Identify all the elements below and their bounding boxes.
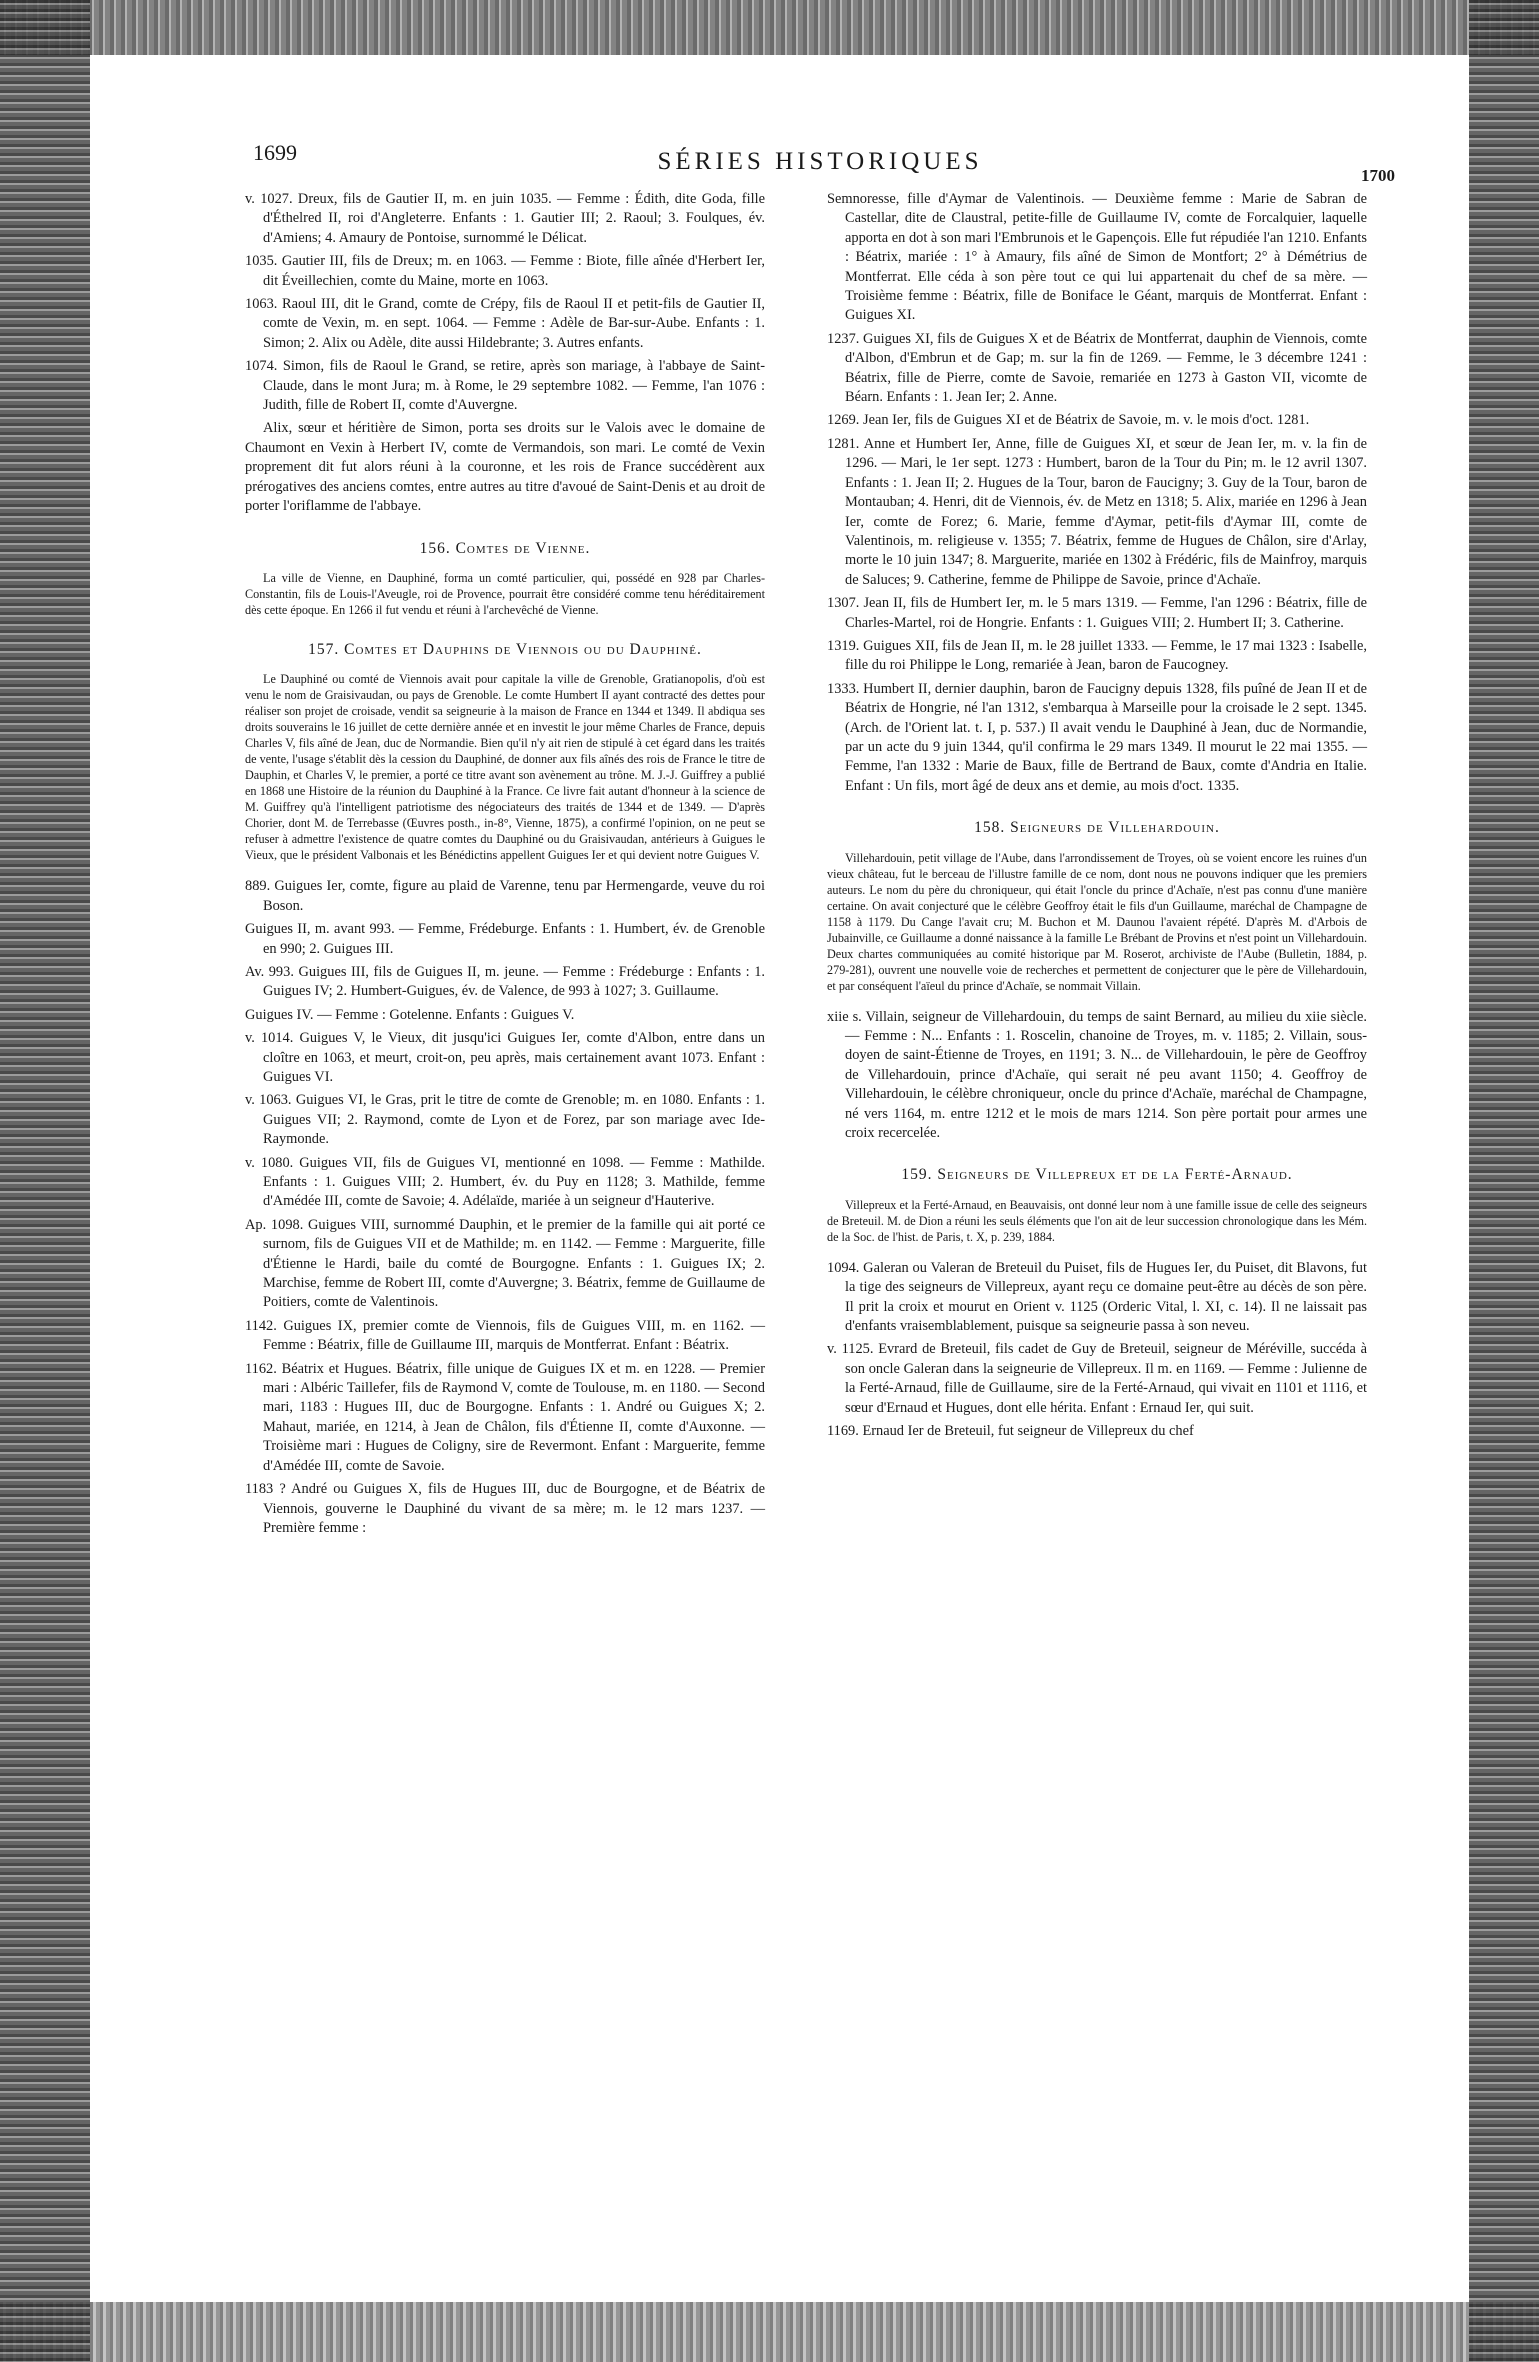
entry: v. 1027. Dreux, fils de Gautier II, m. en juin 1035. — Femme : Édith, dite Goda, fille d'Éthelred II, roi d'Angleterre. Enfants : 1. Gautier III; 2. Raoul; 3. Foulques, év. d'Amiens; 4. Amaury de Pontoise, surnommé le Délicat.	[245, 191, 765, 246]
entry: v. 1014. Guigues V, le Vieux, dit jusqu'ici Guigues Ier, comte d'Albon, entre dans un cloître en 1063, et meurt, croit-on, peu après, mais certainement avant 1073. Enfant : Guigues VI.	[245, 1030, 765, 1085]
alix-note: Alix, sœur et héritière de Simon, porta ses droits sur le Valois avec le domaine de Chaumont en Vexin à Herbert IV, comte de Vermandois, son mari. Le comté de Vexin proprement dit fut alors réuni à la couronne, et les rois de France succédèrent aux prérogatives des anciens comtes, entre autres au titre d'avoué de Saint-Denis et au droit de porter l'oriflamme de l'abbaye.	[245, 420, 765, 515]
right-column	[827, 190, 1367, 1446]
entry: 1237. Guigues XI, fils de Guigues X et de Béatrix de Montferrat, dauphin de Viennois, comte d'Albon, d'Embrun et de Gap; m. sur la fin de 1269. — Femme, le 3 décembre 1241 : Béatrix, fille de Pierre, comte de Savoie, remariée en 1273 à Gaston VII, vicomte de Béarn. Enfants : 1. Jean Ier; 2. Anne.	[827, 330, 1367, 406]
entry: 1269. Jean Ier, fils de Guigues XI et de Béatrix de Savoie, m. v. le mois d'oct. 1281.	[827, 412, 1310, 429]
entry: v. 1063. Guigues VI, le Gras, prit le titre de comte de Grenoble; m. en 1080. Enfants : 1. Guigues VII; 2. Raymond, comte de Lyon et de Forez, par son mariage avec Ide-Raymonde.	[245, 1092, 765, 1148]
section-157-intro: Le Dauphiné ou comté de Viennois avait pour capitale la ville de Grenoble, Gratianopolis, d'où est venu le nom de Graisivaudan, ou pays de Grenoble. Le comte Humbert II ayant contracté des dettes pour réaliser son projet de croisade, vendit sa seigneurie à la maison de France en 1344 et 1349. Il abdiqua ses droits souverains le 16 juillet de cette dernière année et en investit le jour même Charles de France, depuis Charles V, fils aîné de Jean, duc de Normandie. Bien qu'il n'y ait rien de stipulé à cet égard dans les traités de vente, l'usage s'établit dès la cession du Dauphiné, de donner aux fils aînés des rois de France le titre de Dauphin, et Charles V, le premier, a porté ce titre avant son avènement au trône. M. J.-J. Guiffrey a publié en 1868 une Histoire de la réunion du Dauphiné à la France. Ce livre fait autant d'honneur à la science de M. Guiffrey qu'à l'intelligent patriotisme des négociateurs des traités de 1344 et de 1349. — D'après Chorier, dont M. de Terrebasse (Œuvres posth., in-8°, Vienne, 1875), a confirmé l'opinion, on ne peut se refuser à admettre l'existence de quatre comtes du Dauphiné ou du Graisivaudan, antérieurs à Guigues le Vieux, que le président Valbonais et les Bénédictins appellent Guigues Ier et qui devient notre Guigues V.	[245, 672, 765, 863]
entry: 889. Guigues Ier, comte, figure au plaid de Varenne, tenu par Hermengarde, veuve du roi Boson.	[245, 878, 765, 914]
running-title: SÉRIES HISTORIQUES	[657, 148, 983, 175]
entry: Av. 993. Guigues III, fils de Guigues II, m. jeune. — Femme : Frédeburge : Enfants : 1. Guigues IV; 2. Humbert-Guigues, év. de Valence, de 993 à 1027; 3. Guillaume.	[245, 963, 765, 1000]
entry: v. 1125. Evrard de Breteuil, fils cadet de Guy de Breteuil, seigneur de Méréville, succéda à son oncle Galeran dans la seigneurie de Villepreux. Il m. en 1169. — Femme : Julienne de la Ferté-Arnaud, fille de Guillaume, sire de la Ferté-Arnaud, qui vivait en 1101 et 1116, et sœur d'Ernaud et Hugues, dont elle hérita. Enfant : Ernaud Ier, qui suit.	[827, 1341, 1367, 1416]
entry: Guigues II, m. avant 993. — Femme, Frédeburge. Enfants : 1. Humbert, év. de Grenoble en 990; 2. Guigues III.	[245, 921, 765, 957]
entry: 1035. Gautier III, fils de Dreux; m. en 1063. — Femme : Biote, fille aînée d'Herbert Ier, dit Éveillechien, comte du Maine, morte en 1063.	[245, 253, 765, 289]
entry: 1281. Anne et Humbert Ier, Anne, fille de Guigues XI, et sœur de Jean Ier, m. v. la fin de 1296. — Mari, le 1er sept. 1273 : Humbert, baron de la Tour du Pin; m. le 12 avril 1307. Enfants : 1. Jean II; 2. Hugues de la Tour, baron de Faucigny; 3. Guy de la Tour, baron de Montauban; 4. Henri, dit de Viennois, év. de Metz en 1318; 5. Alix, mariée en 1296 à Jean Ier, comte de Forez; 6. Marie, femme d'Aymar, petit-fils d'Aymar III, comte de Valentinois, m. religieuse v. 1355; 7. Béatrix, femme de Hugues de Châlon, sire d'Arlay, morte le 10 juin 1347; 8. Marguerite, mariée en 1302 à Frédéric, fils de Mainfroy, marquis de Saluces; 9. Catherine, femme de Philippe de Savoie, prince d'Achaïe.	[827, 435, 1367, 588]
entry: 1319. Guigues XII, fils de Jean II, m. le 28 juillet 1333. — Femme, le 17 mai 1323 : Isabelle, fille du roi Philippe le Long, remariée à Jean, baron de Faucogney.	[827, 637, 1367, 674]
entry: Ap. 1098. Guigues VIII, surnommé Dauphin, et le premier de la famille qui ait porté ce surnom, fils de Guigues VII et de Mathilde; m. en 1142. — Femme : Marguerite, fille d'Étienne le Hardi, baile du comté de Bourgogne. Enfants : 1. Guigues IX; 2. Marchise, femme de Robert III, comte d'Auvergne; 3. Béatrix, femme de Guillaume de Poitiers, comte de Valentinois.	[245, 1216, 765, 1311]
entry: xiie s. Villain, seigneur de Villehardouin, du temps de saint Bernard, au milieu du xiie siècle. — Femme : N... Enfants : 1. Roscelin, chanoine de Troyes, m. v. 1185; 2. Villain, sous-doyen de saint-Étienne de Troyes, en 1191; 3. N... de Villehardouin, le père de Geoffroy de Villehardouin, prince d'Achaïe, qui serait né peu avant 1150; 4. Geoffroy de Villehardouin, le célèbre chroniqueur, oncle du prince d'Achaïe, maréchal de Champagne, né vers 1164, m. entre 1212 et le mois de mars 1214. Son père portait pour armes une croix recercelée.	[827, 1008, 1367, 1142]
section-159-intro: Villepreux et la Ferté-Arnaud, en Beauvaisis, ont donné leur nom à une famille issue de celle des seigneurs de Breteuil. M. de Dion a réuni les seuls éléments que l'on ait de leur succession chronologique dans les Mém. de la Soc. de l'hist. de Paris, t. X, p. 239, 1884.	[827, 1197, 1367, 1244]
entry: 1094. Galeran ou Valeran de Breteuil du Puiset, fils de Hugues Ier, du Puiset, dit Blavons, fut la tige des seigneurs de Villepreux, ayant reçu ce domaine peut-être au décès de son père. Il prit la croix et mourut en Orient v. 1125 (Orderic Vital, l. XI, c. 14). Il ne laissait pas d'enfants vraisemblablement, puisque sa seigneurie passa à son neveu.	[827, 1259, 1367, 1335]
scan-border-top	[0, 0, 1539, 55]
entry: 1307. Jean II, fils de Humbert Ier, m. le 5 mars 1319. — Femme, l'an 1296 : Béatrix, fille de Charles-Martel, roi de Hongrie. Enfants : 1. Guigues VIII; 2. Humbert II; 3. Catherine.	[827, 595, 1367, 631]
page-header	[245, 140, 1395, 190]
entry: 1169. Ernaud Ier de Breteuil, fut seigneur de Villepreux du chef	[827, 1423, 1194, 1440]
left-column	[245, 190, 765, 1542]
section-157-title: 157. Comtes et Dauphins de Viennois ou du Dauphiné.	[308, 640, 702, 658]
entry: 1183 ? André ou Guigues X, fils de Hugues III, duc de Bourgogne, et de Béatrix de Viennois, gouverne le Dauphiné du vivant de sa mère; m. le 12 mars 1237. — Première femme :	[245, 1481, 765, 1536]
page-number-left: 1699	[253, 140, 297, 165]
entry: 1162. Béatrix et Hugues. Béatrix, fille unique de Guigues IX et m. en 1228. — Premier mari : Albéric Taillefer, fils de Raymond V, comte de Toulouse, m. en 1180. — Second mari, 1183 : Hugues III, duc de Bourgogne. Enfants : 1. André ou Guigues X; 2. Mahaut, mariée, en 1214, à Jean de Châlon, fils d'Étienne II, comte d'Auxonne. — Troisième mari : Hugues de Coligny, sire de Revermont. Enfant : Marguerite, femme d'Amédée III, comte de Savoie.	[245, 1360, 765, 1474]
page-number-right: 1700	[1361, 166, 1395, 185]
section-156-intro: La ville de Vienne, en Dauphiné, forma un comté particulier, qui, possédé en 928 par Charles-Constantin, fils de Louis-l'Aveugle, roi de Provence, pourrait être considéré comme tenu héréditairement dès cette époque. En 1266 il fut vendu et réuni à l'archevêché de Vienne.	[245, 570, 765, 617]
entry: v. 1080. Guigues VII, fils de Guigues VI, mentionné en 1098. — Femme : Mathilde. Enfants : 1. Guigues VIII; 2. Humbert, év. du Puy en 1128; 3. Mathilde, femme d'Amédée III, comte de Savoie; 4. Adélaïde, mariée à un seigneur d'Hauterive.	[245, 1154, 765, 1210]
entry: Guigues IV. — Femme : Gotelenne. Enfants : Guigues V.	[245, 1006, 575, 1023]
entry: 1063. Raoul III, dit le Grand, comte de Crépy, fils de Raoul II et petit-fils de Gautier II, comte de Vexin, m. en sept. 1064. — Femme : Adèle de Bar-sur-Aube. Enfants : 1. Simon; 2. Alix ou Adèle, dite aussi Hildebrante; 3. Autres enfants.	[245, 296, 765, 351]
section-158-intro: Villehardouin, petit village de l'Aube, dans l'arrondissement de Troyes, où se voient encore les ruines d'un vieux château, fut le berceau de l'illustre famille de ce nom, dont nous ne pouvons indiquer que les premiers auteurs. Le nom du père du chroniqueur, qui était l'oncle du prince d'Achaïe, n'est pas connu d'une manière certaine. On avait conjecturé que le célèbre Geoffroy était le fils d'un Guillaume, maréchal de Champagne de 1158 à 1179. Du Cange l'avait cru; M. Buchon et M. Daunou l'avaient répété. D'après M. d'Arbois de Jubainville, ce Guillaume a donné naissance à la famille Le Brébant de Provins et n'est point un Villehardouin. Deux chartes communiquées au comité historique par M. Roserot, archiviste de l'Aube (Bulletin, 1884, p. 279-281), ouvrent une nouvelle voie de recherches et permettent de conjecturer que le père de Villehardouin, et par conséquent l'aïeul du prince d'Achaïe, se nommait Villain.	[827, 850, 1367, 993]
document-page	[245, 140, 1395, 2300]
section-156-title: 156. Comtes de Vienne.	[419, 539, 591, 557]
entry: Semnoresse, fille d'Aymar de Valentinois. — Deuxième femme : Marie de Sabran de Castellar, dite de Claustral, petite-fille de Guillaume IV, comte de Forcalquier, laquelle apporta en dot à son mari l'Embrunois et le Gapençois. Elle fut répudiée l'an 1210. Enfants : Béatrix, mariée : 1° à Amaury, fils aîné de Simon de Montfort; 2° à Démétrius de Montferrat. Elle céda à son père tout ce qui lui appartenait du chef de sa mère. — Troisième femme : Béatrix, fille de Boniface le Géant, marquis de Montferrat. Enfant : Guigues XI.	[827, 191, 1367, 324]
scan-border-bottom	[0, 2302, 1539, 2362]
scan-border-left	[0, 0, 90, 2362]
section-158-title: 158. Seigneurs de Villehardouin.	[974, 819, 1220, 837]
entry: 1333. Humbert II, dernier dauphin, baron de Faucigny depuis 1328, fils puîné de Jean II et de Béatrix de Hongrie, né l'an 1312, s'embarqua à Marseille pour la croisade le 2 sept. 1345. (Arch. de l'Orient lat. t. I, p. 537.) Il avait vendu le Dauphiné à Jean, duc de Normandie, par un acte du 9 juin 1344, qu'il confirma le 29 mars 1349. Il mourut le 22 mai 1355. — Femme, l'an 1332 : Marie de Baux, fille de Bertrand de Baux, comte d'Andria en Italie. Enfant : Un fils, mort âgé de deux ans et demie, au mois d'oct. 1335.	[827, 680, 1367, 794]
entry: 1074. Simon, fils de Raoul le Grand, se retire, après son mariage, à l'abbaye de Saint-Claude, dans le mont Jura; m. à Rome, le 29 septembre 1082. — Femme, l'an 1076 : Judith, fille de Robert II, comte d'Auvergne.	[245, 358, 765, 414]
entry: 1142. Guigues IX, premier comte de Viennois, fils de Guigues VIII, m. en 1162. — Femme : Béatrix, fille de Guillaume III, marquis de Montferrat. Enfant : Béatrix.	[245, 1317, 765, 1354]
scan-border-right	[1469, 0, 1539, 2362]
section-159-title: 159. Seigneurs de Villepreux et de la Ferté-Arnaud.	[901, 1166, 1293, 1184]
